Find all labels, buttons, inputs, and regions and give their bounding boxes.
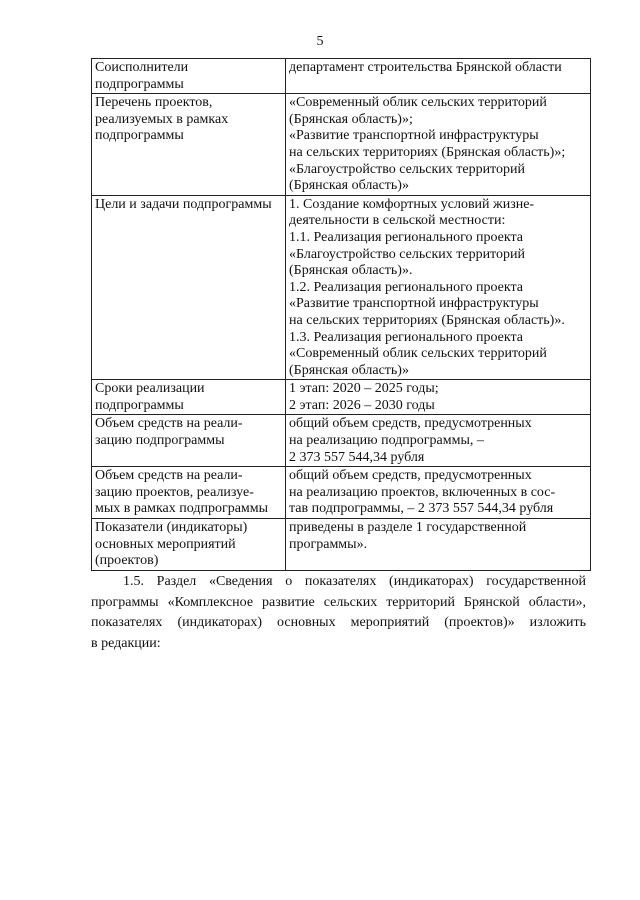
value-cell	[286, 380, 591, 415]
value-line: 1.3. Реализация регионального проекта	[289, 329, 524, 345]
value-line: департамент строительства Брянской области	[289, 60, 562, 75]
paragraph-line: показателях (индикаторах) основных мероприятий (проектов)» изложить	[91, 615, 586, 630]
label-line: зацию проектов, реализуе-	[95, 484, 254, 500]
value-line: (Брянская область)»;	[289, 111, 413, 127]
value-line: на сельских территориях (Брянская область)».	[289, 312, 565, 328]
value-line: «Современный облик сельских территорий	[289, 95, 547, 111]
label-cell	[92, 519, 286, 571]
value-cell	[286, 59, 591, 94]
label-cell	[92, 467, 286, 519]
value-line: «Развитие транспортной инфраструктуры	[289, 296, 539, 312]
table-row-indicators	[92, 519, 591, 571]
label-line: основных мероприятий	[95, 536, 236, 552]
value-line: 1 этап: 2020 – 2025 годы;	[289, 381, 439, 397]
subprogram-passport-table	[91, 58, 591, 571]
value-line: приведены в разделе 1 государственной	[289, 520, 527, 536]
table-row-projects-list	[92, 94, 591, 196]
label-line: (проектов)	[95, 553, 159, 569]
label-line: подпрограммы	[95, 128, 184, 144]
amendment-paragraph	[91, 572, 586, 654]
label-line: подпрограммы	[95, 397, 184, 413]
label-cell	[92, 380, 286, 415]
paragraph-line: в редакции:	[91, 635, 161, 651]
value-line: программы».	[289, 536, 368, 552]
paragraph-line: программы «Комплексное развитие сельских территорий Брянской области»,	[91, 594, 586, 610]
label-line: Объем средств на реали-	[95, 416, 243, 432]
value-line: на сельских территориях (Брянская область)»;	[289, 144, 566, 160]
table-row-co-executors	[92, 59, 591, 94]
value-line: 2 373 557 544,34 рубля	[289, 449, 425, 465]
label-line: Перечень проектов,	[95, 95, 213, 111]
value-cell	[286, 415, 591, 467]
paragraph-line: 1.5. Раздел «Сведения о показателях (индикаторах) государственной	[123, 574, 586, 589]
value-line: тав подпрограммы, – 2 373 557 544,34 рубля	[289, 501, 554, 517]
label-cell	[92, 94, 286, 196]
value-line: (Брянская область)»	[289, 362, 409, 378]
value-line: общий объем средств, предусмотренных	[289, 416, 532, 432]
label-cell	[92, 59, 286, 94]
table-row-timeline	[92, 380, 591, 415]
value-line: «Благоустройство сельских территорий	[289, 246, 525, 262]
page-number: 5	[316, 34, 324, 49]
table-row-projects-funding	[92, 467, 591, 519]
value-line: (Брянская область)»	[289, 178, 409, 194]
table-row-subprogram-funding	[92, 415, 591, 467]
value-line: «Развитие транспортной инфраструктуры	[289, 128, 539, 144]
value-line: 1.1. Реализация регионального проекта	[289, 229, 524, 245]
label-line: Соисполнители	[95, 60, 189, 75]
table-row-goals	[92, 195, 591, 380]
label-line: Показатели (индикаторы)	[95, 520, 248, 536]
value-line: 2 этап: 2026 – 2030 годы	[289, 397, 435, 413]
value-line: 1. Создание комфортных условий жизне-	[289, 196, 535, 212]
value-line: (Брянская область)».	[289, 263, 413, 279]
label-cell	[92, 195, 286, 380]
value-line: деятельности в сельской местности:	[289, 213, 506, 229]
value-cell	[286, 467, 591, 519]
label-cell	[92, 415, 286, 467]
value-cell	[286, 94, 591, 196]
label-line: Цели и задачи подпрограммы	[95, 196, 272, 212]
value-line: 1.2. Реализация регионального проекта	[289, 279, 524, 295]
label-line: зацию подпрограммы	[95, 433, 225, 449]
value-line: общий объем средств, предусмотренных	[289, 468, 532, 484]
value-line: на реализацию подпрограммы, –	[289, 433, 484, 449]
label-line: мых в рамках подпрограммы	[95, 501, 269, 517]
value-cell	[286, 195, 591, 380]
label-line: Объем средств на реали-	[95, 468, 243, 484]
value-line: на реализацию проектов, включенных в сос-	[289, 484, 556, 500]
value-line: «Благоустройство сельских территорий	[289, 161, 525, 177]
value-line: «Современный облик сельских территорий	[289, 346, 547, 362]
label-line: подпрограммы	[95, 76, 184, 92]
label-line: реализуемых в рамках	[95, 111, 229, 127]
value-cell	[286, 519, 591, 571]
label-line: Сроки реализации	[95, 381, 205, 397]
